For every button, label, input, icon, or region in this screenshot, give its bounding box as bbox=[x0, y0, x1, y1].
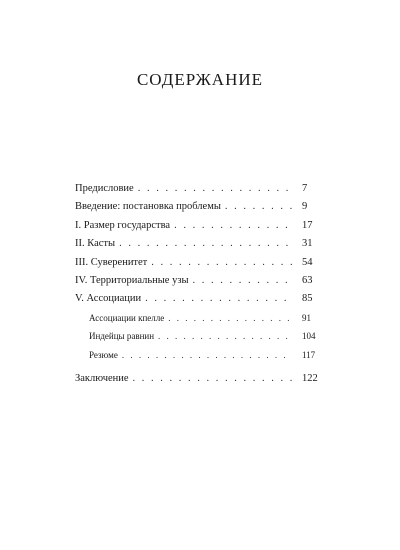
toc-entry-page: 54 bbox=[302, 256, 313, 268]
dot-leader bbox=[158, 327, 292, 345]
toc-entry-label: V. Ассоциации bbox=[75, 293, 142, 305]
toc-subentry-summary[interactable] bbox=[75, 346, 330, 364]
toc-entry-page: 104 bbox=[302, 331, 316, 342]
toc-entry-chapter-5[interactable] bbox=[75, 290, 330, 308]
toc-entry-label: I. Размер государства bbox=[75, 219, 171, 231]
toc-entry-label: III. Суверенитет bbox=[75, 256, 148, 268]
toc-entry-page: 9 bbox=[302, 201, 308, 213]
toc-entry-conclusion[interactable] bbox=[75, 370, 330, 388]
toc-entry-page: 63 bbox=[302, 274, 313, 286]
toc-entry-page: 85 bbox=[302, 293, 313, 305]
toc-entry-page: 7 bbox=[302, 183, 308, 194]
toc-entry-label: Введение: постановка проблемы bbox=[75, 201, 221, 213]
toc-entry-chapter-3[interactable] bbox=[75, 254, 330, 272]
table-of-contents bbox=[75, 180, 330, 388]
toc-entry-page: 31 bbox=[302, 238, 313, 250]
toc-subentry-plains-indians[interactable] bbox=[75, 327, 330, 345]
toc-entry-page: 17 bbox=[302, 219, 313, 231]
toc-entry-page: 91 bbox=[302, 312, 311, 323]
dot-leader bbox=[193, 272, 292, 290]
dot-leader bbox=[168, 309, 292, 327]
toc-entry-chapter-1[interactable] bbox=[75, 217, 330, 235]
toc-entry-label: Резюме bbox=[89, 349, 118, 360]
dot-leader bbox=[151, 254, 292, 272]
toc-entry-preface[interactable] bbox=[75, 180, 330, 198]
dot-leader bbox=[145, 290, 292, 308]
dot-leader bbox=[122, 346, 292, 364]
toc-entry-label: Предисловие bbox=[75, 183, 134, 194]
toc-entry-label: II. Касты bbox=[75, 238, 116, 250]
toc-entry-page: 117 bbox=[302, 349, 316, 360]
toc-subentry-kpelle[interactable] bbox=[75, 309, 330, 327]
toc-entry-label: Ассоциации кпелле bbox=[89, 312, 165, 323]
toc-entry-introduction[interactable] bbox=[75, 198, 330, 216]
dot-leader bbox=[138, 180, 292, 198]
dot-leader bbox=[119, 235, 292, 253]
toc-entry-label: IV. Территориальные узы bbox=[75, 274, 189, 286]
page-title: СОДЕРЖАНИЕ bbox=[136, 70, 264, 89]
toc-entry-chapter-2[interactable] bbox=[75, 235, 330, 253]
dot-leader bbox=[225, 198, 292, 216]
dot-leader bbox=[174, 217, 292, 235]
toc-entry-chapter-4[interactable] bbox=[75, 272, 330, 290]
dot-leader bbox=[133, 370, 292, 388]
toc-entry-label: Индейцы равнин bbox=[89, 331, 155, 342]
toc-entry-label: Заключение bbox=[75, 372, 129, 384]
toc-entry-page: 122 bbox=[302, 372, 318, 384]
